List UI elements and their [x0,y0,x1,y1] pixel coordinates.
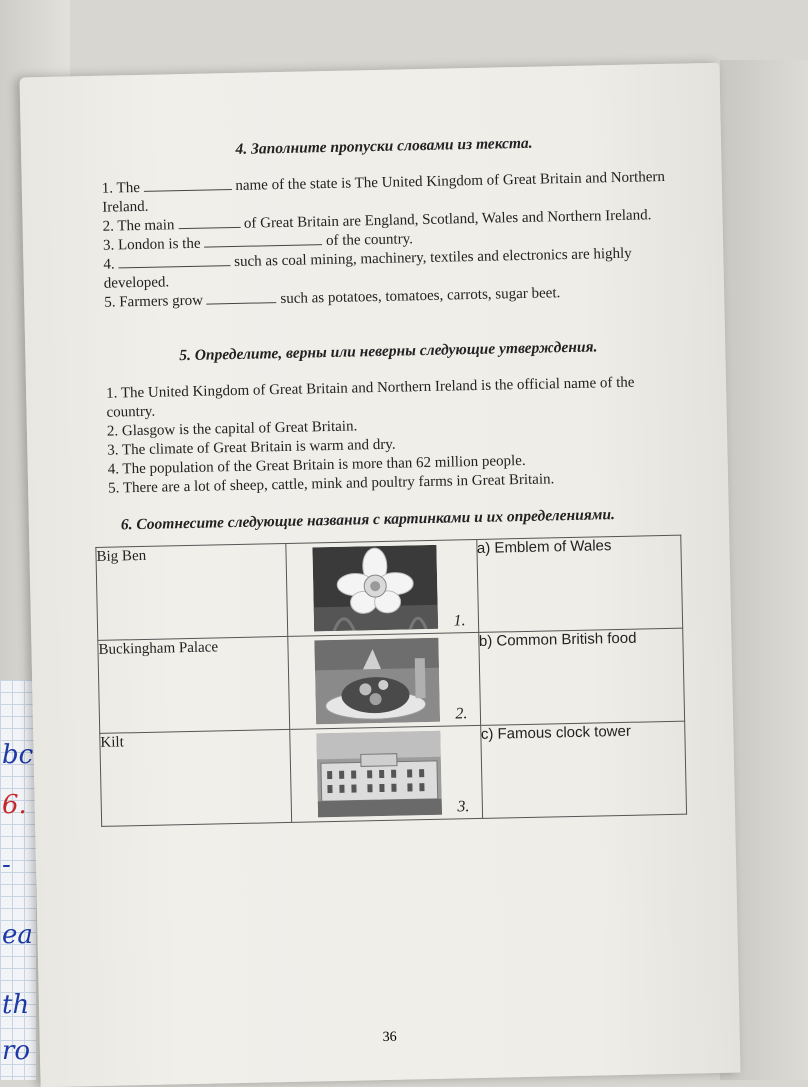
section-4-heading: 4. Заполните пропуски словами из текста. [235,134,533,158]
picture-number: 3. [457,798,470,816]
gap-item: 4. such as coal mining, machinery, textiles and electronics are highly developed. [103,245,632,292]
name-cell: Buckingham Palace [98,636,290,733]
food-dish-photo [315,638,441,725]
section-4 [101,130,670,313]
gap-item: 1. The name of the state is The United Kingdom of Great Britain and Northern Ireland. [101,168,666,216]
picture-number: 1. [453,612,466,630]
scribble: 6. [2,790,27,820]
table-row [98,628,685,733]
scribble: th [2,990,30,1020]
page-content [96,130,681,827]
section-5-heading: 5. Определите, верны или неверны следующие утверждения. [179,338,598,365]
section-6-heading: 6. Соотнесите следующие названия с картинками и их определениями. [120,506,616,534]
scribble: ro [2,1036,31,1066]
statement-item: 1. The United Kingdom of Great Britain and Northern Ireland is the official name of the country. [105,374,635,421]
blank-line [178,215,240,229]
blank-line [204,232,322,247]
section-5-items [106,373,674,499]
palace-photo [317,731,443,818]
page-number: 36 [382,1029,397,1046]
section-5 [105,335,674,499]
scribble: - [2,850,11,880]
gap-item: 5. Farmers grow such as potatoes, tomatoes, carrots, sugar beet. [104,285,561,311]
section-6 [96,503,681,827]
picture-cell [286,539,478,636]
picture-number: 2. [455,705,468,723]
book-page [20,63,741,1087]
statement-item: 3. The climate of Great Britain is warm and dry. [107,436,396,459]
statement-item: 2. Glasgow is the capital of Great Britain. [106,418,358,440]
table-row [100,721,687,826]
picture-cell [290,725,482,822]
section-4-items [102,168,671,313]
scribble: bc [2,740,34,770]
daffodil-photo [313,545,439,632]
picture-cell [288,632,480,729]
statement-item: 5. There are a lot of sheep, cattle, mink and poultry farms in Great Britain. [107,471,555,497]
definition-cell: b) Common British food [478,628,684,725]
matching-table [95,535,687,827]
definition-cell: a) Emblem of Wales [476,535,682,632]
name-cell: Big Ben [96,543,288,640]
table-row [96,535,683,640]
statement-item: 4. The population of the Great Britain is more than 62 million people. [107,452,526,478]
blank-line [207,290,277,304]
definition-cell: c) Famous clock tower [480,721,686,818]
blank-line [143,177,231,192]
gap-item: 3. London is the of the country. [102,231,414,254]
notebook-edge [0,680,36,1080]
blank-line [118,253,230,268]
gap-item: 2. The main of Great Britain are England, Scotland, Wales and Northern Ireland. [102,207,652,235]
scribble: ea [2,920,33,950]
name-cell: Kilt [100,729,292,826]
